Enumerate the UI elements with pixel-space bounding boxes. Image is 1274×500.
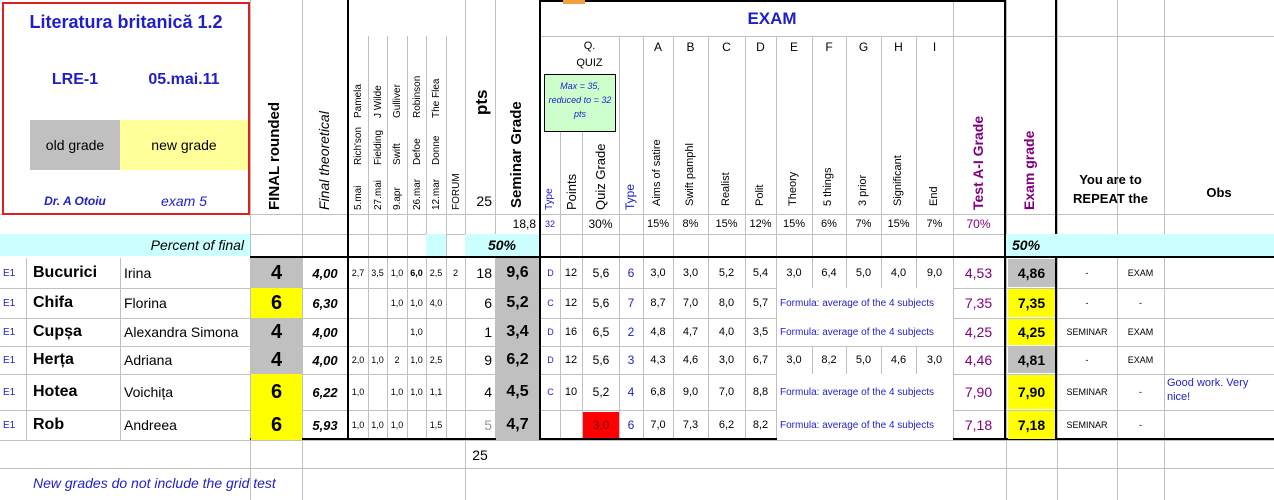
seminar-grade: 9,6 xyxy=(496,258,539,288)
repeat-exam: - xyxy=(1139,387,1142,397)
final-theoretical-header: Final theoretical xyxy=(316,111,332,210)
type2: 6 xyxy=(627,266,635,280)
obs-cell: Good work. Very nice! xyxy=(1167,377,1249,403)
final-theoretical: 4,00 xyxy=(312,352,338,368)
test-grade: 7,35 xyxy=(964,295,993,311)
final-theoretical: 5,93 xyxy=(312,417,338,433)
seminar-author-header: Swift xyxy=(392,143,403,165)
seminar-grade: 5,2 xyxy=(496,288,539,318)
seminar-author-header: Donne xyxy=(431,135,442,165)
exam-grade: 7,90 xyxy=(1008,375,1055,409)
subject-score: 5,0 xyxy=(855,354,872,366)
seminar-work-header: Gulliver xyxy=(392,84,403,118)
student-last-name: Rob xyxy=(33,416,65,433)
type2-header: Type xyxy=(623,183,637,210)
repeat-exam: EXAM xyxy=(1127,355,1154,365)
final-rounded-header: FINAL rounded xyxy=(266,101,283,210)
final-theoretical: 6,22 xyxy=(312,384,338,400)
subject-score: 4,3 xyxy=(650,354,666,366)
seminar-score: 2 xyxy=(394,355,400,365)
quiz-type: D xyxy=(547,355,554,365)
subject-header: Swift pamphl xyxy=(684,143,696,206)
student-last-name: Cupșa xyxy=(33,323,82,340)
seminar-author-header: Fielding xyxy=(373,129,384,165)
subject-score: 3,0 xyxy=(786,354,802,366)
group-cell: E1 xyxy=(3,297,16,309)
pts-max: 25 xyxy=(476,193,492,209)
type2: 4 xyxy=(627,385,635,399)
type-header: Type xyxy=(544,188,555,210)
final-theoretical: 4,00 xyxy=(312,324,338,340)
quiz-type xyxy=(541,410,560,440)
subject-score: 3,0 xyxy=(650,267,666,279)
subject-score: 3,0 xyxy=(682,267,699,279)
subject-score: 3,0 xyxy=(926,354,943,366)
subject-score: 4,6 xyxy=(682,354,699,366)
subject-score: 6,2 xyxy=(718,419,735,431)
quiz-grade: 5,6 xyxy=(592,296,610,310)
subject-letter: C xyxy=(722,40,731,54)
quiz-pct: 30% xyxy=(588,217,613,231)
repeat-seminar: SEMINAR xyxy=(1066,420,1108,430)
exam-grade-header: Exam grade xyxy=(1021,130,1037,210)
teacher-name: Dr. A Otoiu xyxy=(44,194,106,208)
seminar-grade: 4,5 xyxy=(496,374,539,410)
quiz-grade: 5,6 xyxy=(592,266,610,280)
seminar-score: 1,0 xyxy=(390,268,404,278)
percent-of-final-label: Percent of final xyxy=(150,237,244,253)
repeat-seminar: - xyxy=(1085,355,1089,365)
type2: 7 xyxy=(627,296,635,310)
seminar-score: 1,0 xyxy=(390,298,404,308)
new-grade-legend: new grade xyxy=(120,120,248,170)
seminar-score: 1,0 xyxy=(351,420,365,430)
old-grade-legend: old grade xyxy=(30,120,120,170)
seminar-score xyxy=(348,318,368,346)
subject-score: 9,0 xyxy=(682,386,699,398)
percent-row-bg-mid xyxy=(426,234,446,256)
student-first-name: Voichița xyxy=(124,384,174,400)
points-header: Points xyxy=(564,173,579,210)
subject-header: Polit xyxy=(754,184,766,206)
quiz-grade: 5,2 xyxy=(592,385,610,399)
type2: 6 xyxy=(627,418,635,432)
final-rounded: 4 xyxy=(251,258,302,288)
seminar-score: 1,0 xyxy=(371,355,384,365)
seminar-score xyxy=(426,318,446,346)
seminar-pct: 50% xyxy=(465,234,539,256)
subject-score: 3,0 xyxy=(786,267,802,279)
subject-score: 5,0 xyxy=(855,267,872,279)
subject-score: 5,2 xyxy=(718,267,735,279)
quiz-type: C xyxy=(547,298,554,308)
subject-header: 5 things xyxy=(822,167,834,206)
quiz-grade: 5,6 xyxy=(592,353,610,367)
student-first-name: Irina xyxy=(124,265,152,281)
seminar-avg: 18,8 xyxy=(512,217,536,231)
subject-score: 5,4 xyxy=(752,267,769,279)
seminar-date-header: 5.mai xyxy=(353,185,364,210)
seminar-score: 1,0 xyxy=(410,298,423,308)
seminar-score xyxy=(387,318,407,346)
subject-score: 6,8 xyxy=(650,386,666,398)
subject-score: 8,2 xyxy=(752,419,769,431)
seminar-score xyxy=(368,288,387,318)
final-rounded: 4 xyxy=(251,346,302,374)
student-last-name: Herța xyxy=(33,351,74,368)
subject-header: End xyxy=(928,186,940,206)
subject-score: 5,7 xyxy=(752,297,769,309)
quiz-grade: 6,5 xyxy=(592,325,610,339)
subject-score: 3,5 xyxy=(752,326,769,338)
quiz-note: Max = 35, reduced to = 32 pts xyxy=(544,74,616,132)
subject-pct: 7% xyxy=(855,218,872,230)
subject-header: 3 prior xyxy=(857,174,869,206)
seminar-author-header: FORUM xyxy=(451,173,462,210)
seminar-score: 1,1 xyxy=(429,387,443,397)
seminar-score: 2,7 xyxy=(351,268,365,278)
seminar-score: 2,0 xyxy=(351,355,365,365)
quiz-q-label: Q. xyxy=(583,40,596,52)
student-first-name: Florina xyxy=(124,295,167,311)
subject-score: 8,8 xyxy=(752,386,769,398)
subject-score: 4,7 xyxy=(682,326,699,338)
final-theoretical: 4,00 xyxy=(312,265,338,281)
seminar-author-header: Defoe xyxy=(412,138,423,165)
repeat-seminar: - xyxy=(1085,298,1089,308)
subject-score: 7,0 xyxy=(650,419,666,431)
seminar-score: 2,5 xyxy=(429,268,443,278)
seminar-date-header: 27.mai xyxy=(373,179,384,210)
exam-date: 05.mai.11 xyxy=(148,71,220,88)
final-rounded: 6 xyxy=(251,288,302,318)
exam-grade: 4,25 xyxy=(1008,319,1055,345)
seminar-grade: 6,2 xyxy=(496,346,539,374)
exam-label: exam 5 xyxy=(161,193,207,209)
final-rounded: 4 xyxy=(251,318,302,346)
seminar-score xyxy=(368,318,387,346)
seminar-score: 2,5 xyxy=(429,355,443,365)
subject-letter: E xyxy=(789,40,798,54)
seminar-work-header: J Wilde xyxy=(373,85,384,118)
seminar-work-header: Robinson xyxy=(412,75,423,118)
pts-cell: 6 xyxy=(484,295,492,311)
subject-score: 6,7 xyxy=(752,354,769,366)
pts-cell: 18 xyxy=(476,265,492,281)
seminar-score: 1,0 xyxy=(410,355,423,365)
seminar-score: 1,0 xyxy=(410,327,423,337)
subject-letter: D xyxy=(756,40,765,54)
exam-header: EXAM xyxy=(747,9,797,28)
formula-note: Formula: average of the 4 subjects xyxy=(777,374,953,410)
quiz-points: 12 xyxy=(564,297,578,309)
test-grade: 4,25 xyxy=(964,324,993,340)
seminar-grade: 4,7 xyxy=(496,410,539,440)
group-cell: E1 xyxy=(3,267,16,279)
subject-score: 3,0 xyxy=(718,354,735,366)
final-theoretical: 6,30 xyxy=(312,295,338,311)
seminar-author-header: Rich'son xyxy=(353,126,364,165)
seminar-score xyxy=(407,410,426,440)
subject-header: Theory xyxy=(787,171,799,206)
student-last-name: Bucurici xyxy=(33,264,98,281)
seminar-score: 1,5 xyxy=(429,420,443,430)
seminar-score: 6,0 xyxy=(410,268,423,278)
final-rounded: 6 xyxy=(251,374,302,410)
subject-pct: 15% xyxy=(782,218,806,230)
subject-header: Significant xyxy=(892,155,904,206)
seminar-score: 1,0 xyxy=(371,420,384,430)
seminar-score: 2 xyxy=(452,268,458,278)
repeat-header: You are to REPEAT the xyxy=(1073,172,1148,206)
seminar-score xyxy=(348,288,368,318)
seminar-score: 4,0 xyxy=(429,298,443,308)
quiz-points: 12 xyxy=(564,267,578,279)
repeat-exam: - xyxy=(1139,420,1142,430)
quiz-points xyxy=(560,410,582,440)
seminar-score: 1,0 xyxy=(390,420,404,430)
subject-header: Aims of satire xyxy=(651,139,663,206)
repeat-seminar: SEMINAR xyxy=(1066,327,1108,337)
test-pct: 70% xyxy=(966,217,991,231)
test-grade: 7,90 xyxy=(964,384,993,400)
subject-score: 7,0 xyxy=(718,386,735,398)
seminar-score xyxy=(368,374,387,410)
pts-cell: 1 xyxy=(484,324,492,340)
pts-cell: 4 xyxy=(484,384,492,400)
test-grade: 4,46 xyxy=(964,352,993,368)
subject-score: 4,6 xyxy=(890,354,907,366)
subject-score: 8,7 xyxy=(650,297,666,309)
exam-grade: 4,86 xyxy=(1008,259,1055,287)
pts-header: pts xyxy=(472,89,491,115)
subject-score: 4,0 xyxy=(890,267,907,279)
subject-letter: I xyxy=(932,40,937,54)
pts-total: 25 xyxy=(472,446,488,463)
seminar-work-header: Pamela xyxy=(353,84,364,118)
repeat-seminar: SEMINAR xyxy=(1066,387,1108,397)
quiz-points: 12 xyxy=(564,354,578,366)
repeat-exam: EXAM xyxy=(1127,268,1154,278)
subject-score: 4,0 xyxy=(718,326,735,338)
subject-header: Realist xyxy=(720,172,732,206)
seminar-date-header: 12.mar xyxy=(431,178,442,210)
group-cell: E1 xyxy=(3,326,16,338)
subject-score: 4,8 xyxy=(650,326,666,338)
quiz-type: C xyxy=(547,387,554,397)
seminar-score xyxy=(446,288,465,318)
type2: 3 xyxy=(627,353,635,367)
formula-note: Formula: average of the 4 subjects xyxy=(777,410,953,440)
exam-pct: 50% xyxy=(1012,237,1041,253)
group-cell: E1 xyxy=(3,354,16,366)
seminar-work-header: The Flea xyxy=(431,78,442,118)
seminar-grade-header: Seminar Grade xyxy=(508,101,525,208)
seminar-date-header: 9.apr xyxy=(392,187,403,210)
formula-note: Formula: average of the 4 subjects xyxy=(777,288,953,318)
subject-pct: 15% xyxy=(646,218,670,230)
subject-score: 9,0 xyxy=(926,267,943,279)
quiz-points: 10 xyxy=(564,386,578,398)
subject-pct: 15% xyxy=(887,218,910,230)
subject-score: 7,3 xyxy=(682,419,699,431)
test-grade: 4,53 xyxy=(964,265,993,281)
quiz-type: D xyxy=(547,327,554,337)
quiz-type: D xyxy=(547,268,554,278)
type2: 2 xyxy=(627,325,635,339)
subject-pct: 12% xyxy=(749,218,772,230)
seminar-score xyxy=(446,374,465,410)
pts-cell: 9 xyxy=(484,352,492,368)
test-grade-header: Test A-I Grade xyxy=(970,115,986,210)
student-first-name: Andreea xyxy=(124,417,177,433)
seminar-score xyxy=(446,318,465,346)
quiz-grade-header: Quiz Grade xyxy=(593,143,608,210)
quiz-label: QUIZ xyxy=(576,57,603,69)
seminar-grade: 3,4 xyxy=(496,318,539,346)
subject-letter: A xyxy=(653,40,662,54)
subject-letter: B xyxy=(686,40,695,54)
subject-letter: G xyxy=(858,40,869,54)
seminar-date-header: 26.mar xyxy=(412,178,423,210)
quiz-points: 16 xyxy=(564,326,578,338)
final-rounded: 6 xyxy=(251,410,302,440)
course-title: Literatura britanică 1.2 xyxy=(29,11,223,32)
subject-score: 8,2 xyxy=(821,354,837,366)
subject-score: 6,4 xyxy=(821,267,837,279)
seminar-score: 1,0 xyxy=(410,387,423,397)
seminar-score: 3,5 xyxy=(371,268,384,278)
test-grade: 7,18 xyxy=(964,417,993,433)
student-first-name: Alexandra Simona xyxy=(124,324,239,340)
group-cell: E1 xyxy=(3,419,16,431)
student-last-name: Hotea xyxy=(33,383,78,400)
seminar-score: 1,0 xyxy=(390,387,404,397)
subject-pct: 15% xyxy=(715,218,738,230)
repeat-exam: EXAM xyxy=(1127,327,1154,337)
exam-grade: 7,18 xyxy=(1008,411,1055,439)
exam-grade: 7,35 xyxy=(1008,289,1055,317)
subject-score: 7,0 xyxy=(682,297,699,309)
subject-pct: 6% xyxy=(821,218,837,230)
obs-header: Obs xyxy=(1206,184,1232,200)
pts-cell: 5 xyxy=(484,417,492,433)
repeat-exam: - xyxy=(1139,298,1142,308)
footer-note: New grades do not include the grid test xyxy=(33,475,276,491)
exam-grade: 4,81 xyxy=(1008,347,1055,373)
subject-pct: 7% xyxy=(926,218,943,230)
subject-pct: 8% xyxy=(682,218,699,230)
subject-score: 8,0 xyxy=(718,297,735,309)
seminar-score xyxy=(446,346,465,374)
formula-note: Formula: average of the 4 subjects xyxy=(777,318,953,346)
subject-letter: H xyxy=(894,40,903,54)
seminar-score xyxy=(446,410,465,440)
seminar-score: 1,0 xyxy=(351,387,365,397)
student-first-name: Adriana xyxy=(124,352,173,368)
group-code: LRE-1 xyxy=(51,71,99,88)
quiz-grade: 3,0 xyxy=(583,412,619,438)
points-max: 32 xyxy=(544,219,555,229)
subject-letter: F xyxy=(825,40,833,54)
repeat-seminar: - xyxy=(1085,268,1089,278)
group-cell: E1 xyxy=(3,386,16,398)
student-last-name: Chifa xyxy=(33,294,73,311)
